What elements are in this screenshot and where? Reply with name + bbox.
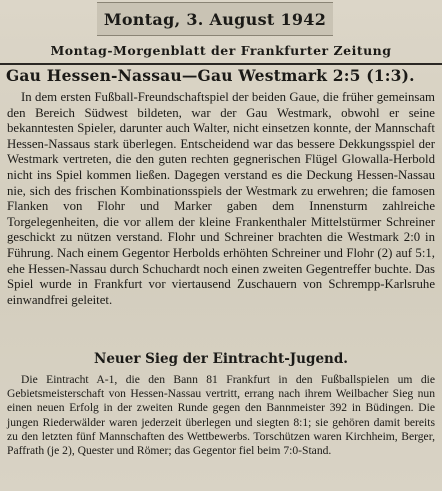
divider [0,63,442,65]
article2-paragraph: Die Eintracht A-1, die den Bann 81 Frankfurt in den Fußballspielen um die Gebietsmeisterschaft von Hessen-Nassau vertritt, errang nach ihrem Weilbacher Sieg nun einen neuen Erfolg in der zweiten Runde gegen den Bannmeister 392 in Büdingen. Die jungen Riederwälder waren jederzeit überlegen und siegten 8:1; sie gehören damit bereits zu den letzten fünf Mannschaften des Wettbewerbs. Torschützen waren Kirchheim, Berger, Paffrath (je 2), Quester und Römer; das Gegentor fiel beim 7:0-Stand. [7,373,435,458]
article-subheadline: Neuer Sieg der Eintracht-Jugend. [94,351,348,367]
article-headline: Gau Hessen-Nassau—Gau Westmark 2:5 (1:3). [6,66,415,85]
article2-body [7,373,435,458]
masthead: Montag-Morgenblatt der Frankfurter Zeitung [50,43,392,58]
dateline: Montag, 3. August 1942 [97,2,333,36]
article-paragraph: In dem ersten Fußball-Freundschaftspiel der beiden Gaue, die früher gemeinsam den Bereich Südwest bildeten, war der Gau Westmark, obwohl er seine bekanntesten Spieler, darunter auch Walter, nicht einsetzen konnte, der Mannschaft Hessen-Nassaus stark überlegen. Entscheidend war das bessere Dekkungsspiel der Westmark vertreten, die den guten rechten gegnerischen Flügel Glowalla-Herbold nicht ins Spiel kommen ließen. Dagegen verstand es die Deckung Hessen-Nassau nie, sich des frischen Kombinationsspiels der Westmark zu erwehren; die famosen Flanken von Flohr und Marker gaben dem Innensturm zahlreiche Torgelegenheiten, die vor allem der kleine Frankenthaler Mittelstürmer Schreiner geschickt zu nützen verstand. Flohr und Schreiner brachten die Westmark 2:0 in Führung. Nach einem Gegentor Herbolds erhöhten Schreiner und Flohr (2) auf 5:1, ehe Hessen-Nassau durch Schuchardt noch einen zweiten Gegentreffer buchte. Das Spiel wurde in Frankfurt vor viertausend Zuschauern von Schrempp-Karlsruhe einwandfrei geleitet. [7,90,435,307]
article-body [7,90,435,308]
